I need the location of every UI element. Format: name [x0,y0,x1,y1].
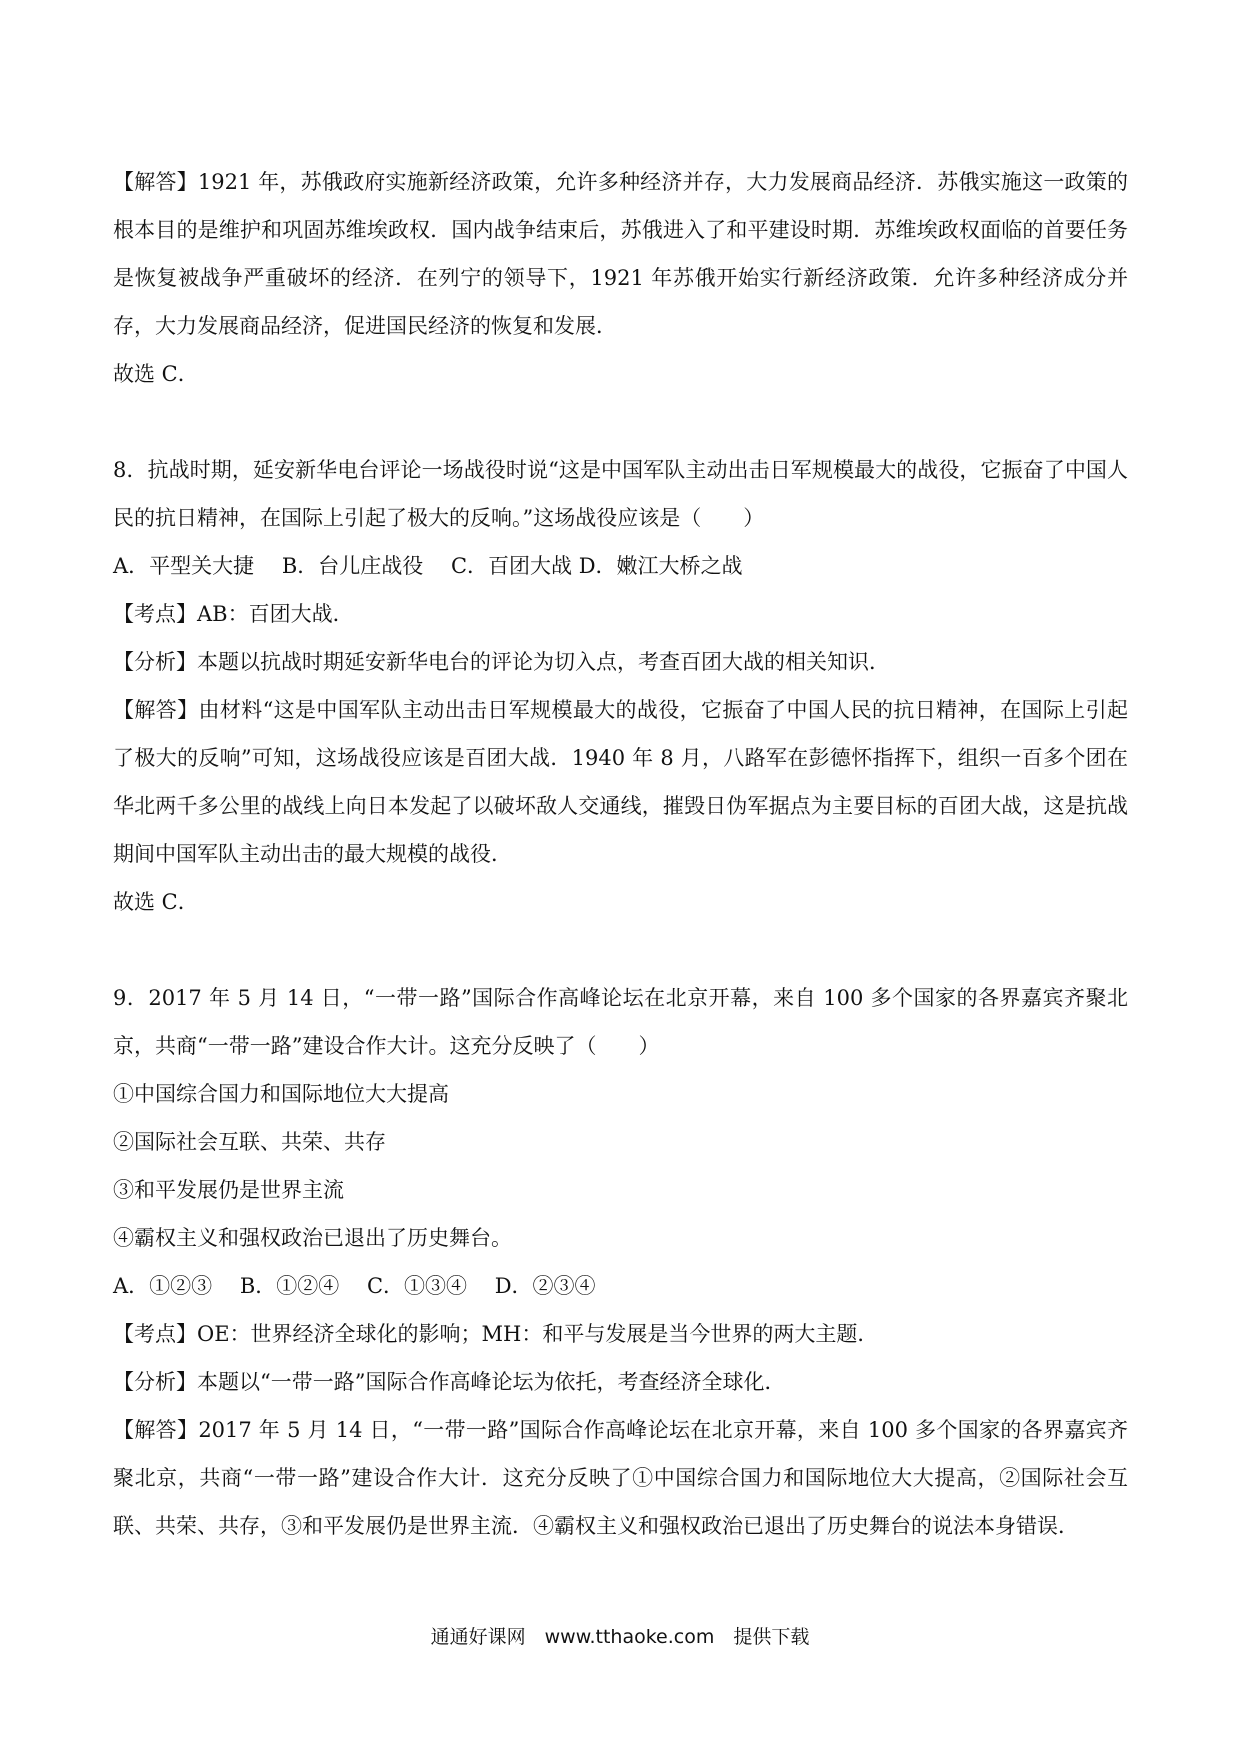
q9-answer: 【解答】2017 年 5 月 14 日，“一带一路”国际合作高峰论坛在北京开幕，来自 100 多个国家的各界嘉宾齐聚北京，共商“一带一路”建设合作大计．这充分反映了①中国综合国力和国际地位大大提高，②国际社会互联、共荣、共存，③和平发展仍是世界主流．④霸权主义和强权政治已退出了历史舞台的说法本身错误． [113,1418,1128,1538]
q8-choice: 故选 C． [113,890,199,914]
q8-options: A．平型关大捷 B．台儿庄战役 C．百团大战 D．嫩江大桥之战 [113,554,743,578]
q9-fenxi: 【分析】本题以“一带一路”国际合作高峰论坛为依托，考查经济全球化． [113,1370,786,1394]
q8-fenxi: 【分析】本题以抗战时期延安新华电台的评论为切入点，考查百团大战的相关知识． [113,650,890,674]
q7-answer: 【解答】1921 年，苏俄政府实施新经济政策，允许多种经济并存，大力发展商品经济．苏俄实施这一政策的根本目的是维护和巩固苏维埃政权．国内战争结束后，苏俄进入了和平建设时期．苏维埃政权面临的首要任务是恢复被战争严重破坏的经济．在列宁的领导下，1921 年苏俄开始实行新经济政策．允许多种经济成分并存，大力发展商品经济，促进国民经济的恢复和发展． [113,170,1128,338]
q9-kaodian: 【考点】OE：世界经济全球化的影响；MH：和平与发展是当今世界的两大主题． [113,1322,879,1346]
q9-stem: 9．2017 年 5 月 14 日，“一带一路”国际合作高峰论坛在北京开幕，来自 100 多个国家的各界嘉宾齐聚北京，共商“一带一路”建设合作大计。这充分反映了（ ） [113,986,1128,1058]
q8-stem: 8．抗战时期，延安新华电台评论一场战役时说“这是中国军队主动出击日军规模最大的战役，它振奋了中国人民的抗日精神，在国际上引起了极大的反响。”这场战役应该是（ ） [113,458,1128,530]
q9-item-2: ②国际社会互联、共荣、共存 [113,1130,386,1154]
spacer [113,398,1128,446]
page-footer: 通通好课网 www.tthaoke.com 提供下载 [430,1626,810,1648]
page-content [113,158,1128,1550]
q7-choice: 故选 C． [113,362,199,386]
q9-options: A．①②③ B．①②④ C．①③④ D．②③④ [113,1274,596,1298]
q8-answer: 【解答】由材料“这是中国军队主动出击日军规模最大的战役，它振奋了中国人民的抗日精神，在国际上引起了极大的反响”可知，这场战役应该是百团大战．1940 年 8 月，八路军在彭德怀指挥下，组织一百多个团在华北两千多公里的战线上向日本发起了以破坏敌人交通线，摧毁日伪军据点为主要目标的百团大战，这是抗战期间中国军队主动出击的最大规模的战役． [113,698,1128,866]
spacer [113,926,1128,974]
q8-kaodian: 【考点】AB：百团大战． [113,602,354,626]
q9-item-3: ③和平发展仍是世界主流 [113,1178,344,1202]
q9-item-4: ④霸权主义和强权政治已退出了历史舞台。 [113,1226,512,1250]
q9-item-1: ①中国综合国力和国际地位大大提高 [113,1082,449,1106]
